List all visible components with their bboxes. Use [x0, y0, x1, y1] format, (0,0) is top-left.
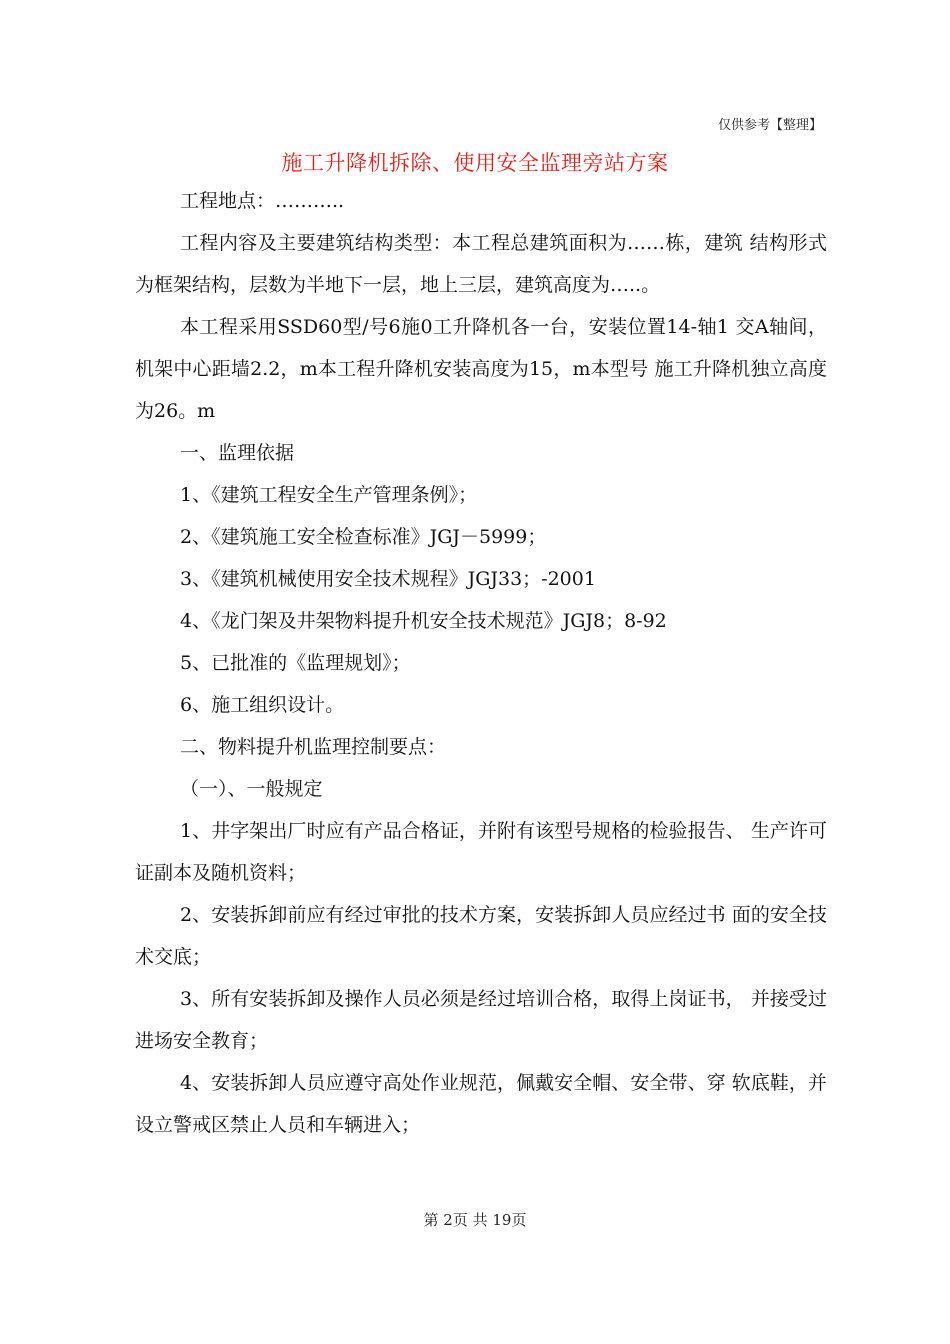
section-heading-basis: 一、监理依据 — [180, 442, 295, 464]
list-item-basis-6: 6、施工组织设计。 — [180, 694, 345, 716]
list-item-basis-1: 1、《建筑工程安全生产管理条例》； — [180, 484, 478, 506]
list-item-rule-1: 1、井字架出厂时应有产品合格证，并附有该型号规格的检验报告、 生产许可证副本及随机资料； — [135, 820, 827, 884]
paragraph-project-content: 工程内容及主要建筑结构类型：本工程总建筑面积为……栋，建筑 结构形式为框架结构，层数为半地下一层，地上三层，建筑高度为…..。 — [135, 232, 827, 296]
list-item-basis-2: 2、《建筑施工安全检查标准》JGJ－5999； — [180, 526, 547, 548]
paragraph-equipment: 本工程采用SSD60型/号6施0工升降机各一台，安装位置14-轴1 交A轴间，机架中心距墙2.2，m本工程升降机安装高度为15，m本型号 施工升降机独立高度为26。m — [135, 316, 827, 422]
page-footer: 第 2页 共 19页 — [423, 1211, 527, 1229]
document-title: 施工升降机拆除、使用安全监理旁站方案 — [281, 151, 669, 175]
list-item-rule-3: 3、所有安装拆卸及操作人员必须是经过培训合格，取得上岗证书， 并接受过进场安全教育； — [135, 988, 827, 1052]
list-item-basis-5: 5、已批准的《监理规划》； — [180, 652, 411, 674]
list-item-rule-2: 2、安装拆卸前应有经过审批的技术方案，安装拆卸人员应经过书 面的安全技术交底； — [135, 904, 827, 968]
list-item-basis-3: 3、《建筑机械使用安全技术规程》JGJ33；-2001 — [180, 568, 596, 590]
header-note: 仅供参考【整理】 — [718, 118, 823, 133]
list-item-basis-4: 4、《龙门架及井架物料提升机安全技术规范》JGJ8；8-92 — [180, 610, 667, 632]
paragraph-project-location: 工程地点：……….. — [180, 190, 345, 212]
list-item-rule-4: 4、安装拆卸人员应遵守高处作业规范，佩戴安全帽、安全带、穿 软底鞋，并设立警戒区禁止人员和车辆进入； — [135, 1072, 827, 1136]
section-heading-control-points: 二、物料提升机监理控制要点： — [180, 736, 447, 758]
subsection-heading-general: （一）、一般规定 — [180, 778, 323, 800]
